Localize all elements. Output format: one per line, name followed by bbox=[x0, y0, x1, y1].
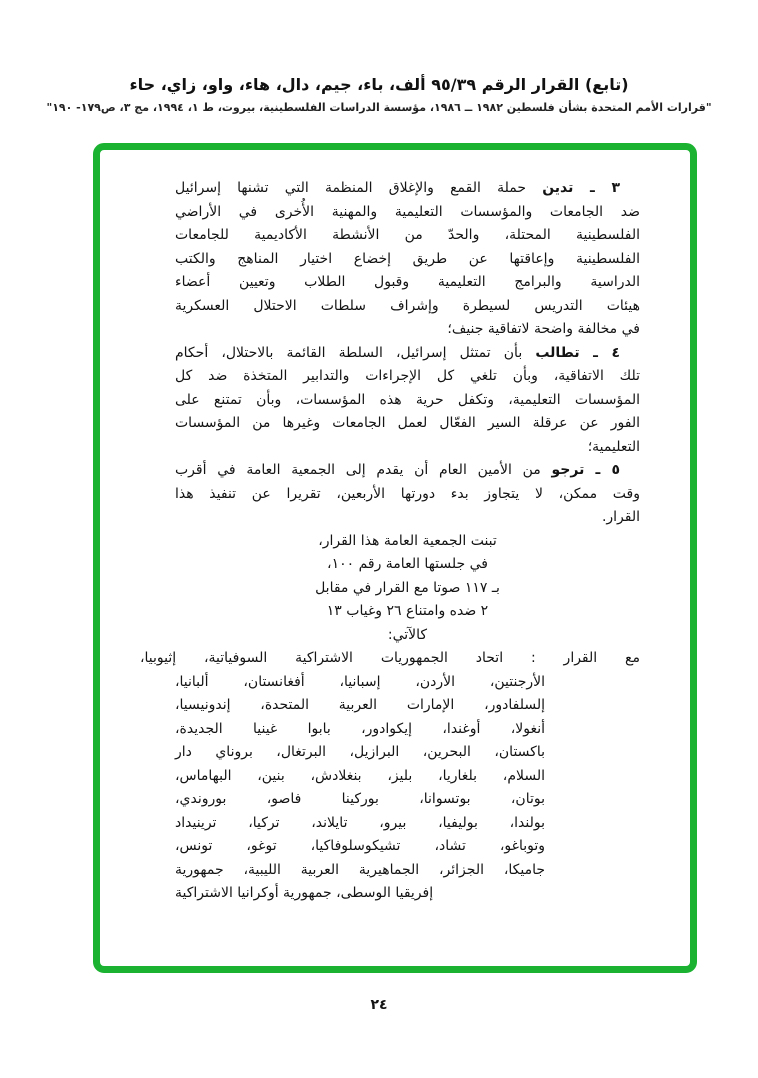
vote-for-first-rest: اتحاد الجمهوريات الاشتراكية السوفياتية، إثيوبيا، bbox=[140, 650, 531, 666]
adoption-line3: بـ ١١٧ صوتا مع القرار في مقابل bbox=[315, 579, 500, 596]
para3-lead-rest: حملة القمع والإغلاق المنظمة التي تشنها إسرائيل bbox=[175, 180, 543, 196]
vote-for-line5: باكستان، البحرين، البرازيل، البرتغال، بروناي دار bbox=[175, 744, 545, 760]
adoption-line4: ٢ ضده وامتناع ٢٦ وغياب ١٣ bbox=[326, 603, 489, 619]
vote-for-line2: الأرجنتين، الأردن، إسبانيا، أفغانستان، ألبانيا، bbox=[175, 673, 545, 690]
para3-line2: ضد الجامعات والمؤسسات التعليمية والمهنية الأُخرى في الأراضي bbox=[175, 203, 640, 220]
para4-line3: المؤسسات التعليمية، وتكفل حرية هذه المؤسسات، وبأن تمتنع على bbox=[175, 391, 640, 408]
para3-line4: الفلسطينية وإعاقتها عن طريق إخضاع اختيار المناهج والكتب bbox=[175, 250, 640, 267]
para3-line6: هيئات التدريس لسيطرة وإشراف سلطات الاحتلال العسكرية bbox=[175, 297, 640, 314]
vote-for-line7: بوتان، بوتسوانا، بوركينا فاصو، بوروندي، bbox=[175, 791, 545, 807]
resolution-body bbox=[100, 150, 690, 906]
para5-line1 bbox=[175, 459, 640, 483]
vote-for-line9: وتوباغو، تشاد، تشيكوسلوفاكيا، توغو، تونس، bbox=[175, 838, 545, 854]
para4-line4: الفور عن عرقلة السير الفعّال لعمل الجامعات وغيرها من المؤسسات bbox=[175, 415, 640, 431]
vote-for-line10: جاميكا، الجزائر، الجماهيرية العربية الليبية، جمهورية bbox=[175, 861, 545, 878]
para4-line2: تلك الاتفاقية، وبأن تلغي كل الإجراءات والتدابير المتخذة ضد كل bbox=[175, 368, 640, 384]
adoption-line2: في جلستها العامة رقم ١٠٠، bbox=[327, 556, 488, 572]
para3-line1 bbox=[175, 177, 640, 201]
para3-lead: ٣ ـ تدين bbox=[542, 180, 620, 196]
vote-for-line1 bbox=[140, 647, 640, 671]
adoption-line5: كالآتي: bbox=[387, 626, 428, 643]
source-citation: "قرارات الأمم المتحدة بشأن فلسطين ١٩٨٢ ــ ١٩٨٦، مؤسسة الدراسات الفلسطينية، بيروت، ط ١، ١٩٩٤، مج ٣، ص١٧٩- ١٩٠" bbox=[46, 101, 712, 114]
para4-line1 bbox=[175, 342, 640, 366]
para3-line7: في مخالفة واضحة لاتفاقية جنيف؛ bbox=[447, 321, 640, 337]
vote-for-line3: إلسلفادور، الإمارات العربية المتحدة، إندونيسيا، bbox=[175, 697, 545, 713]
page-number: ٢٤ bbox=[370, 997, 388, 1013]
resolution-title: (تابع) القرار الرقم ٩٥/٣٩ ألف، باء، جيم، دال، هاء، واو، زاي، حاء bbox=[129, 75, 629, 94]
vote-for-line8: بولندا، بوليفيا، بيرو، تايلاند، تركيا، ترينيداد bbox=[175, 814, 545, 831]
para3-line5: الدراسية والبرامج التعليمية وقبول الطلاب وتعيين أعضاء bbox=[175, 274, 640, 290]
para4-lead-rest: بأن تمتثل إسرائيل، السلطة القائمة بالاحتلال، أحكام bbox=[175, 344, 536, 361]
vote-for-label: مع القرار : bbox=[530, 650, 640, 666]
vote-for-line11: إفريقيا الوسطى، جمهورية أوكرانيا الاشتراكية bbox=[175, 885, 434, 901]
para5-lead: ٥ ـ ترجو bbox=[551, 462, 621, 478]
vote-for-line6: السلام، بلغاريا، بليز، بنغلادش، بنين، البهاماس، bbox=[175, 767, 545, 784]
para4-lead: ٤ ـ تطالب bbox=[535, 344, 620, 361]
para4-line5: التعليمية؛ bbox=[587, 438, 640, 455]
para3-line3: الفلسطينية المحتلة، والحدّ من الأنشطة الأكاديمية للجامعات bbox=[175, 227, 640, 243]
para5-line2: وقت ممكن، لا يتجاوز بدء دورتها الأربعين، تقريرا عن تنفيذ هذا bbox=[175, 485, 640, 502]
vote-for-line4: أنغولا، أوغندا، إيكوادور، بابوا غينيا الجديدة، bbox=[175, 720, 545, 737]
document-header bbox=[0, 74, 758, 115]
adoption-line1: تبنت الجمعية العامة هذا القرار، bbox=[318, 532, 497, 549]
para5-line3: القرار. bbox=[601, 509, 640, 525]
para5-lead-rest: من الأمين العام أن يقدم إلى الجمعية العامة في أقرب bbox=[175, 462, 552, 478]
